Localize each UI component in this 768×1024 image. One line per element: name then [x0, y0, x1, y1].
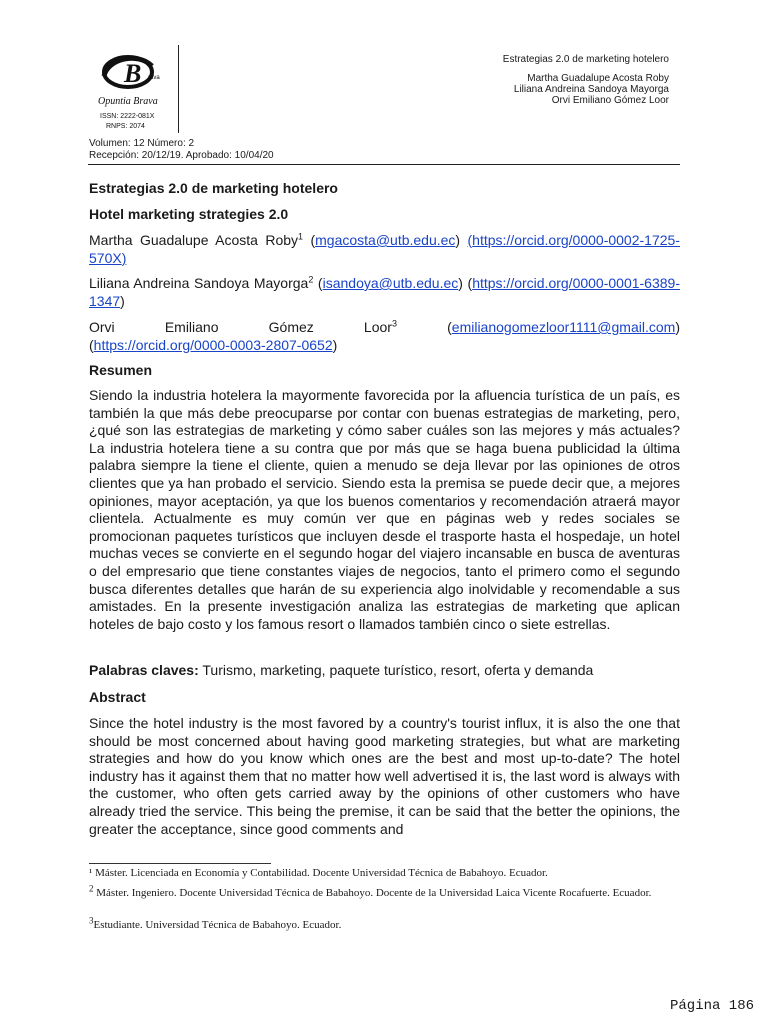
article-title-es: Estrategias 2.0 de marketing hotelero — [89, 180, 338, 196]
svg-text:rava: rava — [148, 75, 160, 81]
article-title-en: Hotel marketing strategies 2.0 — [89, 206, 289, 222]
footnote-rule — [89, 863, 271, 864]
author-email-link[interactable]: mgacosta@utb.edu.ec — [315, 232, 456, 248]
footnote-2 — [89, 883, 680, 900]
keywords-list: Turismo, marketing, paquete turístico, resort, oferta y demanda — [202, 662, 594, 678]
logo-journal-name: Opuntia Brava — [98, 96, 158, 107]
resumen-text: Siendo la industria hotelera la mayormente favorecida por la afluencia turística de un país, es también la que más debe preocuparse por contar con buenas estrategias de marketing, pero, ¿qué son las estrategias de marketing y cómo saber cuáles son las mejores y más actuales? La industria hotelera tiene a su contra que por más que se haga buena publicidad la última palabra siempre la tiene el cliente, quien a menudo se deja llevar por las opiniones de otros clientes que ya han probado el servicio. Siendo esta la premisa se puede decir que, a mejores opiniones, mayor aceptación, ya que los buenos comentarios y recomendación atraerá mayor clientela. Actualmente es muy común ver que en páginas web y redes sociales se promocionan paquetes turísticos que incluyen desde el trasporte hasta el hospedaje, un hotel muchas veces se convierte en el segundo hogar del viajero incansable en busca de aventuras o del empresario que tiene constantes viajes de negocios, tanto el primero como el segundo busca diferentes detalles que harán de su experiencia algo inolvidable y recomendable a sus amistades. En la presente investigación analiza las estrategias de marketing que aplican hoteles de bajo costo y los famous resort o llamados también cinco o siete estrellas. — [89, 387, 680, 632]
author-name-last2: Loor$^3$ — [363, 318, 397, 335]
author-name-last: Gómez — [268, 319, 314, 335]
author-name: Liliana Andreina Sandoya Mayorga — [89, 275, 309, 291]
submission-dates: Recepción: 20/12/19. Aprobado: 10/04/20 — [89, 150, 274, 161]
footnote-ref: 1 — [298, 231, 304, 242]
footnote-mark: ¹ — [89, 867, 93, 879]
footnote-ref: 3 — [391, 318, 397, 329]
author-3: Orvi Emiliano Gómez Loor$^3$ (emilianogomezloor1111@gmail.com) (https://orcid.org/0000-0003-2807-0652) — [89, 318, 680, 353]
running-title: Estrategias 2.0 de marketing hotelero — [502, 54, 669, 65]
journal-logo — [88, 44, 180, 136]
footnote-text: Máster. Licenciada en Economía y Contabilidad. Docente Universidad Técnica de Babahoyo. Ecuador. — [95, 867, 548, 879]
footnote-text: Estudiante. Universidad Técnica de Babahoyo. Ecuador. — [93, 919, 342, 931]
volume-info: Volumen: 12 Número: 2 — [89, 138, 195, 149]
abstract-heading: Abstract — [89, 689, 146, 705]
rnps: RNPS: 2074 — [106, 123, 145, 130]
author-2: Liliana Andreina Sandoya Mayorga$^2$ (isandoya@utb.edu.ec) (https://orcid.org/0000-0001-6389-1347) — [89, 274, 680, 309]
resumen-heading: Resumen — [89, 362, 153, 378]
footnote-ref: 2 — [308, 274, 314, 285]
footnote-1 — [89, 867, 680, 880]
page-number: Página 186 — [669, 998, 754, 1014]
running-author: Martha Guadalupe Acosta Roby — [527, 73, 669, 84]
header-rule — [88, 164, 680, 165]
author-email-link[interactable]: emilianogomezloor1111@gmail.com — [451, 319, 676, 335]
author-name: Martha Guadalupe Acosta Roby — [89, 232, 299, 248]
author-orcid-link[interactable]: https://orcid.org/0000-0001-6389-1347 — [89, 275, 680, 309]
svg-text:B: B — [124, 59, 142, 88]
author-name-middle: Emiliano — [164, 319, 219, 335]
keywords — [89, 662, 680, 680]
keywords-label: Palabras claves: — [89, 662, 199, 678]
footnote-text: Máster. Ingeniero. Docente Universidad Técnica de Babahoyo. Docente de la Universidad Laica Vicente Rocafuerte. Ecuador. — [96, 887, 652, 899]
author-email-link[interactable]: isandoya@utb.edu.ec — [322, 275, 459, 291]
footnote-mark: 3 — [89, 915, 94, 926]
author-1: Martha Guadalupe Acosta Roby$^1$ (mgacosta@utb.edu.ec) (https://orcid.org/0000-0002-1725-570X) — [89, 231, 680, 266]
author-orcid-link[interactable]: (https://orcid.org/0000-0002-1725-570X) — [89, 232, 680, 266]
author-orcid-link[interactable]: https://orcid.org/0000-0003-2807-0652 — [93, 336, 333, 353]
header-divider — [178, 45, 179, 133]
issn: ISSN: 2222-081X — [100, 113, 155, 120]
running-author: Orvi Emiliano Gómez Loor — [551, 95, 669, 106]
running-author: Liliana Andreina Sandoya Mayorga — [513, 84, 669, 95]
running-authors — [514, 73, 669, 106]
author-name-first: Orvi — [89, 319, 115, 335]
footnote-3 — [89, 915, 680, 932]
footnote-mark: 2 — [89, 883, 94, 894]
abstract-text: Since the hotel industry is the most favored by a country's tourist influx, it is also the one that should be most concerned about having good marketing strategies, but what are marketing strategies and how do you know which ones are the best and most up-to-date? The hotel industry has it against them that no matter how well advertised it is, the last word is always with the customer, who often gets carried away by the opinions of other customers who have already tried the service. This being the premise, it can be said that the better the opinions, the greater the acceptance, since good comments and — [89, 715, 680, 837]
